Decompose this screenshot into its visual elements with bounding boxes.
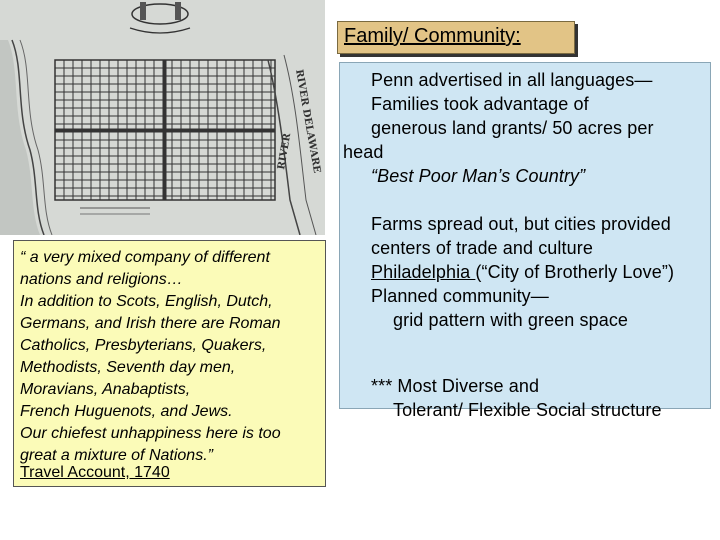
quote-line: French Huguenots, and Jews.	[20, 403, 233, 420]
block2-line4: Planned community—	[371, 286, 549, 306]
quote-line: Germans, and Irish there are Roman	[20, 315, 281, 332]
quote-line: Moravians, Anabaptists,	[20, 381, 191, 398]
quote-line: nations and religions…	[20, 271, 183, 288]
block3-line2: Tolerant/ Flexible Social structure	[393, 400, 662, 420]
block3-line1: *** Most Diverse and	[371, 376, 540, 396]
quote-line: Catholics, Presbyterians, Quakers,	[20, 337, 267, 354]
philadelphia-map-image	[0, 0, 325, 235]
block2-line1: Farms spread out, but cities provided	[371, 214, 671, 234]
quote-line: Our chiefest unhappiness here is too	[20, 425, 281, 442]
quote-source: Travel Account, 1740	[20, 464, 170, 481]
page-title: Family/ Community:	[344, 25, 521, 47]
quote-line: “ a very mixed company of different	[20, 249, 270, 266]
quote-line: great a mixture of Nations.”	[20, 447, 213, 464]
block2-line5: grid pattern with green space	[393, 310, 629, 330]
quote-line: In addition to Scots, English, Dutch,	[20, 293, 273, 310]
quote-line: Methodists, Seventh day men,	[20, 359, 236, 376]
block1-line3: generous land grants/ 50 acres per	[371, 118, 654, 138]
philadelphia-label: Philadelphia	[371, 262, 476, 282]
block2-line2: centers of trade and culture	[371, 238, 593, 258]
block2-line3	[371, 262, 674, 283]
block1-line5: “Best Poor Man’s Country”	[371, 166, 586, 186]
block1-line2: Families took advantage of	[371, 94, 589, 114]
quote-box	[13, 240, 326, 487]
block1-line4: head	[343, 142, 384, 162]
title-box	[337, 21, 575, 54]
city-nickname: (“City of Brotherly Love”)	[475, 262, 675, 282]
map-river-left-label: RIVER	[276, 132, 294, 171]
block1-line1: Penn advertised in all languages—	[371, 70, 653, 90]
map-river-right-label: RIVER DELAWARE	[293, 68, 323, 174]
